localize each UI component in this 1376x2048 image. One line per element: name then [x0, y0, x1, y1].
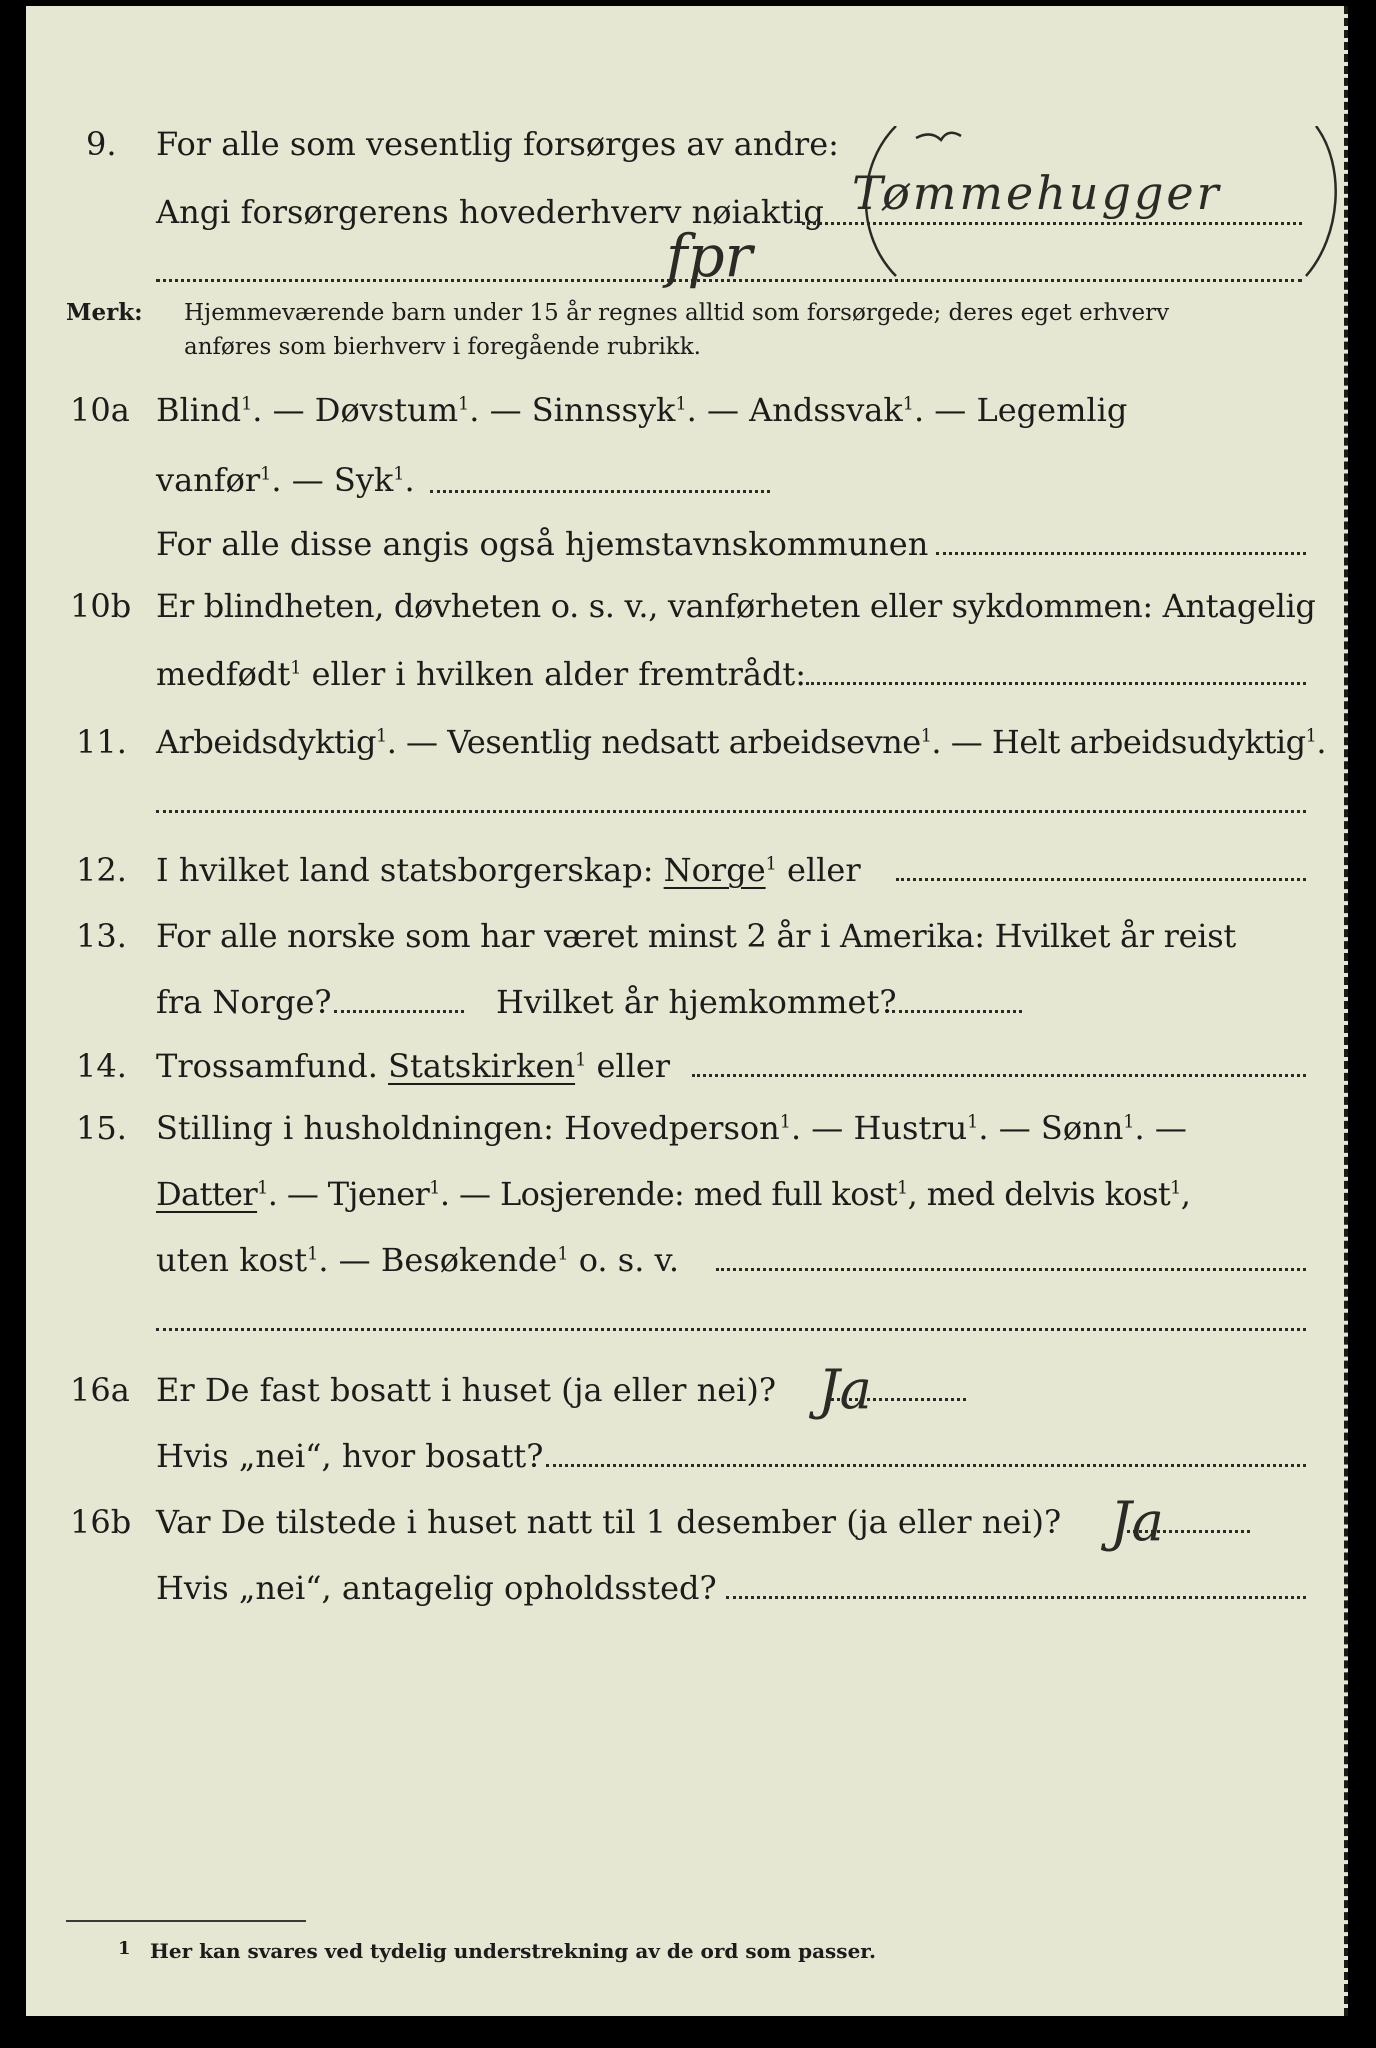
q13-line2b: Hvilket år hjemkommet? — [496, 983, 897, 1021]
q9-line2: Angi forsørgerens hovederhverv nøiaktig — [156, 193, 824, 231]
q14-line: Trossamfund. Statskirken$^1$ eller — [156, 1047, 671, 1085]
q10a-line1: Blind$^1$. — Døvstum$^1$. — Sinnssyk$^1$. — Andssvak$^1$. — Legemlig — [156, 391, 1128, 429]
q15-number: 15. — [76, 1109, 127, 1147]
q12-dots — [896, 878, 1306, 881]
q16b-handwritten-answer: Ja — [1110, 1490, 1164, 1553]
q10a-line3: For alle disse angis også hjemstavnskommunen — [156, 525, 929, 563]
q10a-line3-dots — [936, 552, 1306, 555]
merk-line1: Hjemmeværende barn under 15 år regnes alltid som forsørgede; deres eget erhverv — [184, 300, 1170, 326]
q16b-line1: Var De tilstede i huset natt til 1 desember (ja eller nei)? — [156, 1503, 1062, 1541]
q9-number: 9. — [86, 125, 117, 163]
q10b-line1: Er blindheten, døvheten o. s. v., vanførheten eller sykdommen: Antagelig — [156, 587, 1316, 625]
q9-handwritten-mark: fpr — [666, 222, 753, 290]
q13-number: 13. — [76, 917, 127, 955]
q9-line2-dots — [802, 222, 1302, 225]
q10a-line2-dots — [430, 490, 770, 493]
q15-line2: Datter$^1$. — Tjener$^1$. — Losjerende: med full kost$^1$, med delvis kost$^1$, — [156, 1175, 1191, 1213]
q11-blank-line — [156, 810, 1306, 813]
q16b-number: 16b — [70, 1503, 132, 1541]
q10b-number: 10b — [70, 587, 132, 625]
q16a-line2-dots — [546, 1464, 1306, 1467]
q12-norge-underlined: Norge — [663, 851, 766, 889]
q10a-number: 10a — [70, 391, 130, 429]
q15-line1: Stilling i husholdningen: Hovedperson$^1$. — Hustru$^1$. — Sønn$^1$. — — [156, 1109, 1187, 1147]
q16a-handwritten-answer: Ja — [818, 1358, 872, 1421]
q15-line3: uten kost$^1$. — Besøkende$^1$ o. s. v. — [156, 1241, 679, 1279]
footnote-rule — [66, 1920, 306, 1922]
q16b-line2: Hvis „nei“, antagelig opholdssted? — [156, 1569, 717, 1607]
q14-number: 14. — [76, 1047, 127, 1085]
merk-line2: anføres som bierhverv i foregående rubrikk. — [184, 334, 701, 360]
q9-blank-line — [156, 279, 1302, 282]
q12-line: I hvilket land statsborgerskap: Norge$^1$ eller — [156, 851, 861, 889]
merk-label: Merk: — [66, 299, 143, 326]
q13-line2a: fra Norge? — [156, 983, 332, 1021]
q10b-line2: medfødt$^1$ eller i hvilken alder fremtrådt: — [156, 655, 807, 693]
q16a-line2: Hvis „nei“, hvor bosatt? — [156, 1437, 544, 1475]
q10a-line2: vanfør$^1$. — Syk$^1$. — [156, 461, 415, 499]
q16b-line1-dots — [1120, 1530, 1250, 1533]
q13-dots-b — [892, 1010, 1022, 1013]
footnote-mark: 1 — [118, 1938, 131, 1959]
q12-number: 12. — [76, 851, 127, 889]
q16b-line2-dots — [726, 1596, 1306, 1599]
q13-dots-a — [334, 1010, 464, 1013]
census-form-sheet — [26, 6, 1348, 2016]
q16a-line1: Er De fast bosatt i huset (ja eller nei)? — [156, 1371, 777, 1409]
q15-blank-line — [156, 1328, 1306, 1331]
q16a-number: 16a — [70, 1371, 130, 1409]
q14-statskirken-underlined: Statskirken — [388, 1047, 576, 1085]
q15-datter-underlined: Datter — [156, 1175, 258, 1213]
q9-handwritten-occupation: Tømmehugger — [852, 166, 1222, 220]
q9-line1: For alle som vesentlig forsørges av andre: — [156, 125, 839, 163]
q16a-line1-dots — [826, 1398, 966, 1401]
q13-line1: For alle norske som har været minst 2 år i Amerika: Hvilket år reist — [156, 917, 1236, 955]
q11-line: Arbeidsdyktig$^1$. — Vesentlig nedsatt arbeidsevne$^1$. — Helt arbeidsudyktig$^1$. — [156, 723, 1326, 761]
q11-number: 11. — [76, 723, 127, 761]
q10b-line2-dots — [806, 682, 1306, 685]
q15-line3-dots — [716, 1268, 1306, 1271]
footnote-text: Her kan svares ved tydelig understrekning av de ord som passer. — [150, 1939, 876, 1963]
q14-dots — [692, 1074, 1306, 1077]
